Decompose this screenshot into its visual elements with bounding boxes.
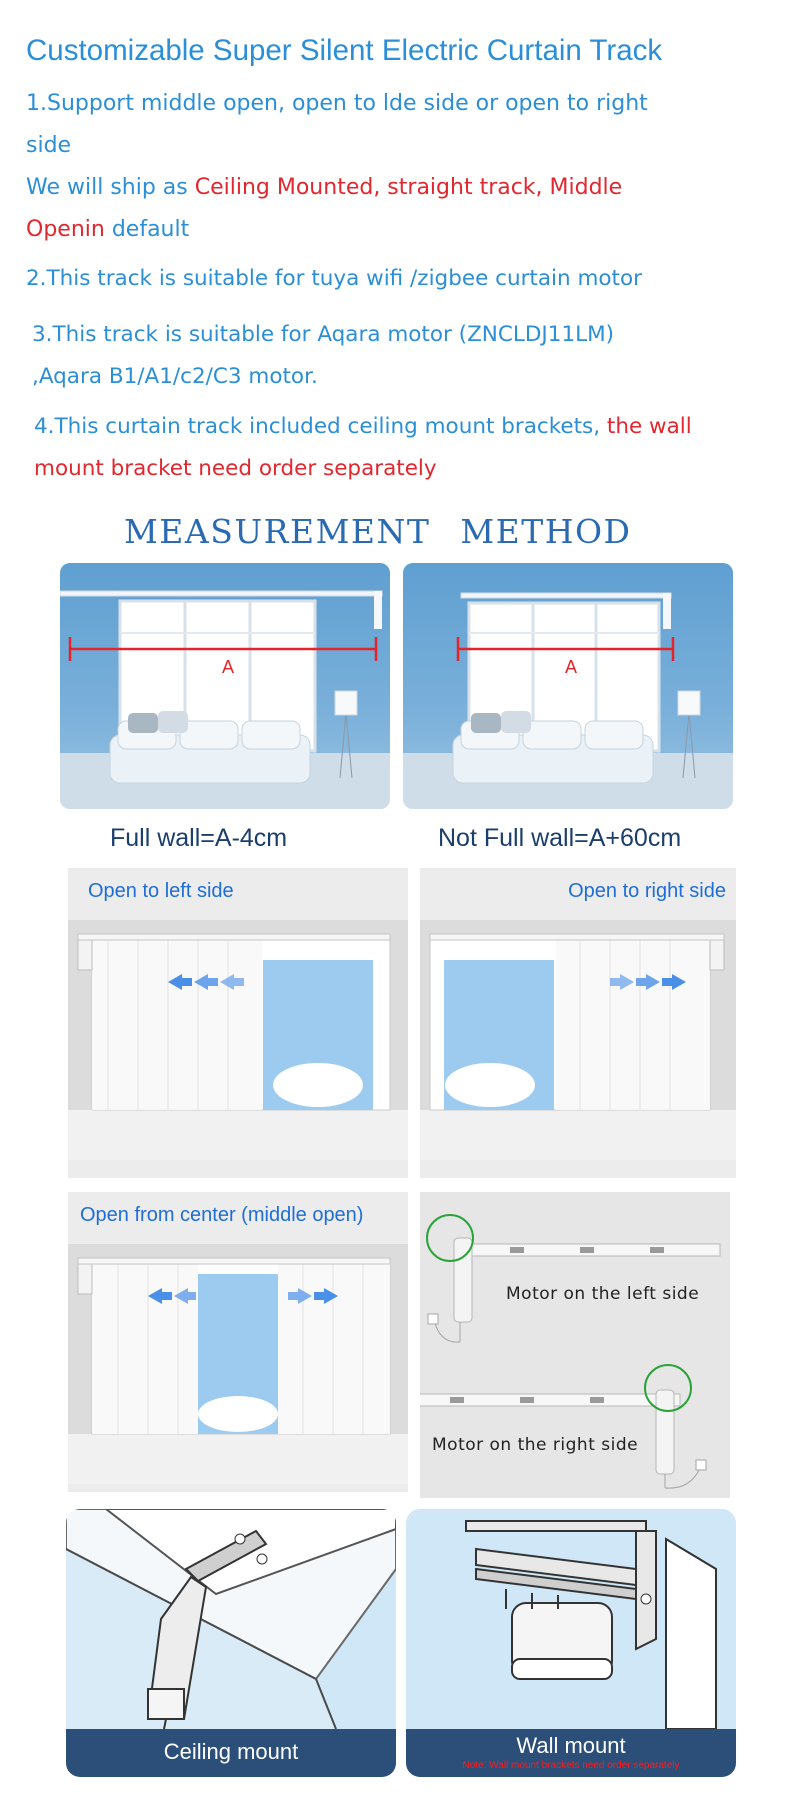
shipping-line-1	[26, 175, 622, 200]
motor-right-label: Motor on the right side	[432, 1435, 639, 1455]
feature-4-text: 4.This curtain track included ceiling mount brackets,	[34, 414, 607, 439]
shipping-line-2	[26, 217, 189, 242]
open-left-panel	[68, 868, 408, 1178]
open-center-panel	[68, 1192, 408, 1492]
feature-2: 2.This track is suitable for tuya wifi /zigbee curtain motor	[26, 266, 642, 291]
motor-left-label: Motor on the left side	[506, 1284, 700, 1304]
measurement-heading: MEASUREMENT METHOD	[124, 512, 632, 551]
open-right-illustration	[420, 920, 736, 1160]
wall-mount-bar	[406, 1729, 736, 1777]
feature-4-line-1	[34, 414, 692, 439]
page-title: Customizable Super Silent Electric Curtain Track	[26, 34, 663, 67]
not-full-wall-caption: Not Full wall=A+60cm	[438, 824, 682, 852]
shipping-prefix: We will ship as	[26, 175, 195, 200]
open-left-illustration	[68, 920, 408, 1160]
open-right-label: Open to right side	[568, 880, 726, 902]
feature-3-line-1: 3.This track is suitable for Aqara motor (ZNCLDJ11LM)	[32, 322, 615, 347]
open-center-illustration	[68, 1244, 408, 1484]
feature-4-line-2: mount bracket need order separately	[34, 456, 437, 481]
wall-mount-label: Wall mount	[516, 1733, 626, 1758]
feature-1-line-2: side	[26, 133, 72, 158]
measure-marker-a: A	[221, 657, 235, 677]
full-wall-caption: Full wall=A-4cm	[110, 824, 288, 852]
arrow-right-icon	[610, 974, 686, 990]
ceiling-mount-card	[66, 1509, 396, 1777]
motor-position-panel	[420, 1192, 730, 1498]
feature-4-highlight: the wall	[606, 414, 692, 439]
feature-3-line-2: ,Aqara B1/A1/c2/C3 motor.	[32, 364, 318, 389]
open-left-label: Open to left side	[88, 880, 234, 902]
ceiling-mount-illustration	[66, 1509, 396, 1729]
shipping-suffix: default	[104, 217, 190, 242]
room-not-full-wall-image	[403, 563, 733, 809]
wall-mount-card	[406, 1509, 736, 1777]
shipping-highlight: Ceiling Mounted, straight track, Middle	[194, 175, 623, 200]
wall-mount-illustration	[406, 1509, 736, 1729]
room-not-full-wall-illustration	[403, 563, 733, 809]
wall-mount-note: Note: Wall mount brackets need order separately	[462, 1760, 680, 1771]
ceiling-mount-label: Ceiling mount	[163, 1739, 299, 1764]
open-center-label: Open from center (middle open)	[80, 1204, 364, 1226]
measure-marker-a: A	[564, 657, 578, 677]
room-full-wall-illustration	[60, 563, 390, 809]
feature-1-line-1: 1.Support middle open, open to lde side or open to right	[26, 91, 648, 116]
ceiling-mount-bar	[66, 1729, 396, 1777]
shipping-highlight-2: Openin	[26, 217, 105, 242]
room-full-wall-image	[60, 563, 390, 809]
arrow-left-icon	[168, 974, 244, 990]
open-right-panel	[420, 868, 736, 1178]
